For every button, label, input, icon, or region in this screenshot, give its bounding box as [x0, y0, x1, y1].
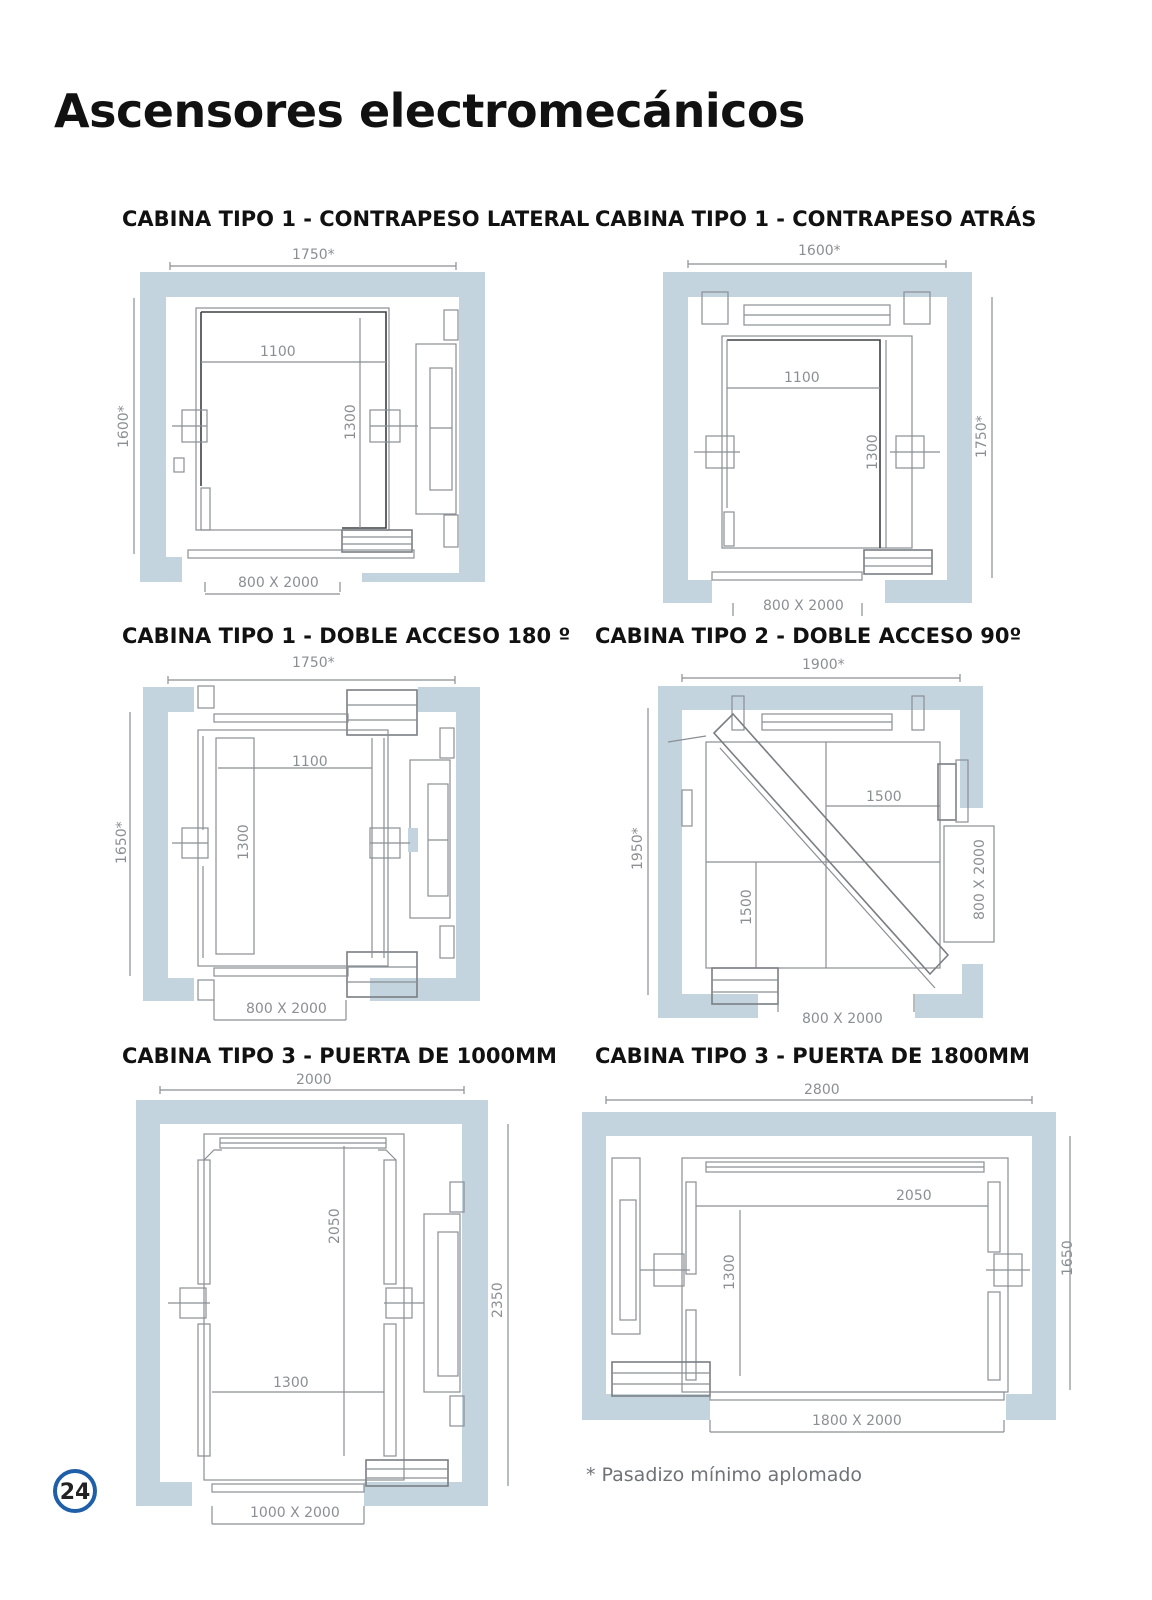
plan-2-width-dim: 1600*: [798, 243, 841, 259]
plan-1-cab-width: 1100: [260, 344, 296, 360]
plan-3-depth-dim: 1650*: [114, 821, 130, 864]
cabin-3-title: CABINA TIPO 1 - DOBLE ACCESO 180 º: [122, 624, 571, 648]
plan-5-depth-dim: 2350: [490, 1282, 506, 1318]
plan-2-cab-width: 1100: [784, 370, 820, 386]
plan-4-door-dim: 800 X 2000: [802, 1011, 883, 1027]
plan-1-depth-dim: 1600*: [116, 405, 132, 448]
plan-6-cab-depth: 1300: [722, 1254, 738, 1290]
plan-5-door-dim: 1000 X 2000: [250, 1505, 340, 1521]
plan-6-width-dim: 2800: [804, 1082, 840, 1098]
plan-4-cab-depth: 1500: [739, 889, 755, 925]
plan-4-depth-dim: 1950*: [630, 827, 646, 870]
cabin-1-title: CABINA TIPO 1 - CONTRAPESO LATERAL: [122, 207, 590, 231]
plan-5-cab-depth: 2050: [327, 1208, 343, 1244]
plan-2-depth-dim: 1750*: [974, 415, 990, 458]
plan-3-cab-depth: 1300: [236, 824, 252, 860]
plan-4-cab-width: 1500: [866, 789, 902, 805]
plan-6-door-dim: 1800 X 2000: [812, 1413, 902, 1429]
cabin-5-title: CABINA TIPO 3 - PUERTA DE 1000MM: [122, 1044, 557, 1068]
cabin-4-title: CABINA TIPO 2 - DOBLE ACCESO 90º: [595, 624, 1022, 648]
plan-2-cab-depth: 1300: [865, 434, 881, 470]
cabin-2-title: CABINA TIPO 1 - CONTRAPESO ATRÁS: [595, 207, 1037, 231]
plan-1: [116, 247, 485, 594]
plan-2-door-dim: 800 X 2000: [763, 598, 844, 614]
plan-1-cab-depth: 1300: [343, 404, 359, 440]
plan-6-cab-width: 2050: [896, 1188, 932, 1204]
page-number: 24: [59, 1480, 91, 1505]
footnote: * Pasadizo mínimo aplomado: [586, 1464, 863, 1486]
plan-6: [582, 1082, 1076, 1432]
plan-2: [663, 243, 992, 616]
plan-5: [136, 1072, 508, 1524]
plan-3-door-dim: 800 X 2000: [246, 1001, 327, 1017]
plan-3-width-dim: 1750*: [292, 655, 335, 671]
plan-3-cab-width: 1100: [292, 754, 328, 770]
plan-4-door2-dim: 800 X 2000: [972, 839, 988, 920]
page-number-badge: [52, 1468, 98, 1514]
plan-3: [114, 655, 480, 1020]
page-title: Ascensores electromecánicos: [54, 84, 805, 138]
plan-5-width-dim: 2000: [296, 1072, 332, 1088]
plan-5-cab-width: 1300: [273, 1375, 309, 1391]
plan-6-depth-dim: 1650: [1060, 1240, 1076, 1276]
plan-1-width-dim: 1750*: [292, 247, 335, 263]
plan-1-door-dim: 800 X 2000: [238, 575, 319, 591]
plan-4: [630, 657, 994, 1027]
cabin-6-title: CABINA TIPO 3 - PUERTA DE 1800MM: [595, 1044, 1030, 1068]
plan-4-width-dim: 1900*: [802, 657, 845, 673]
